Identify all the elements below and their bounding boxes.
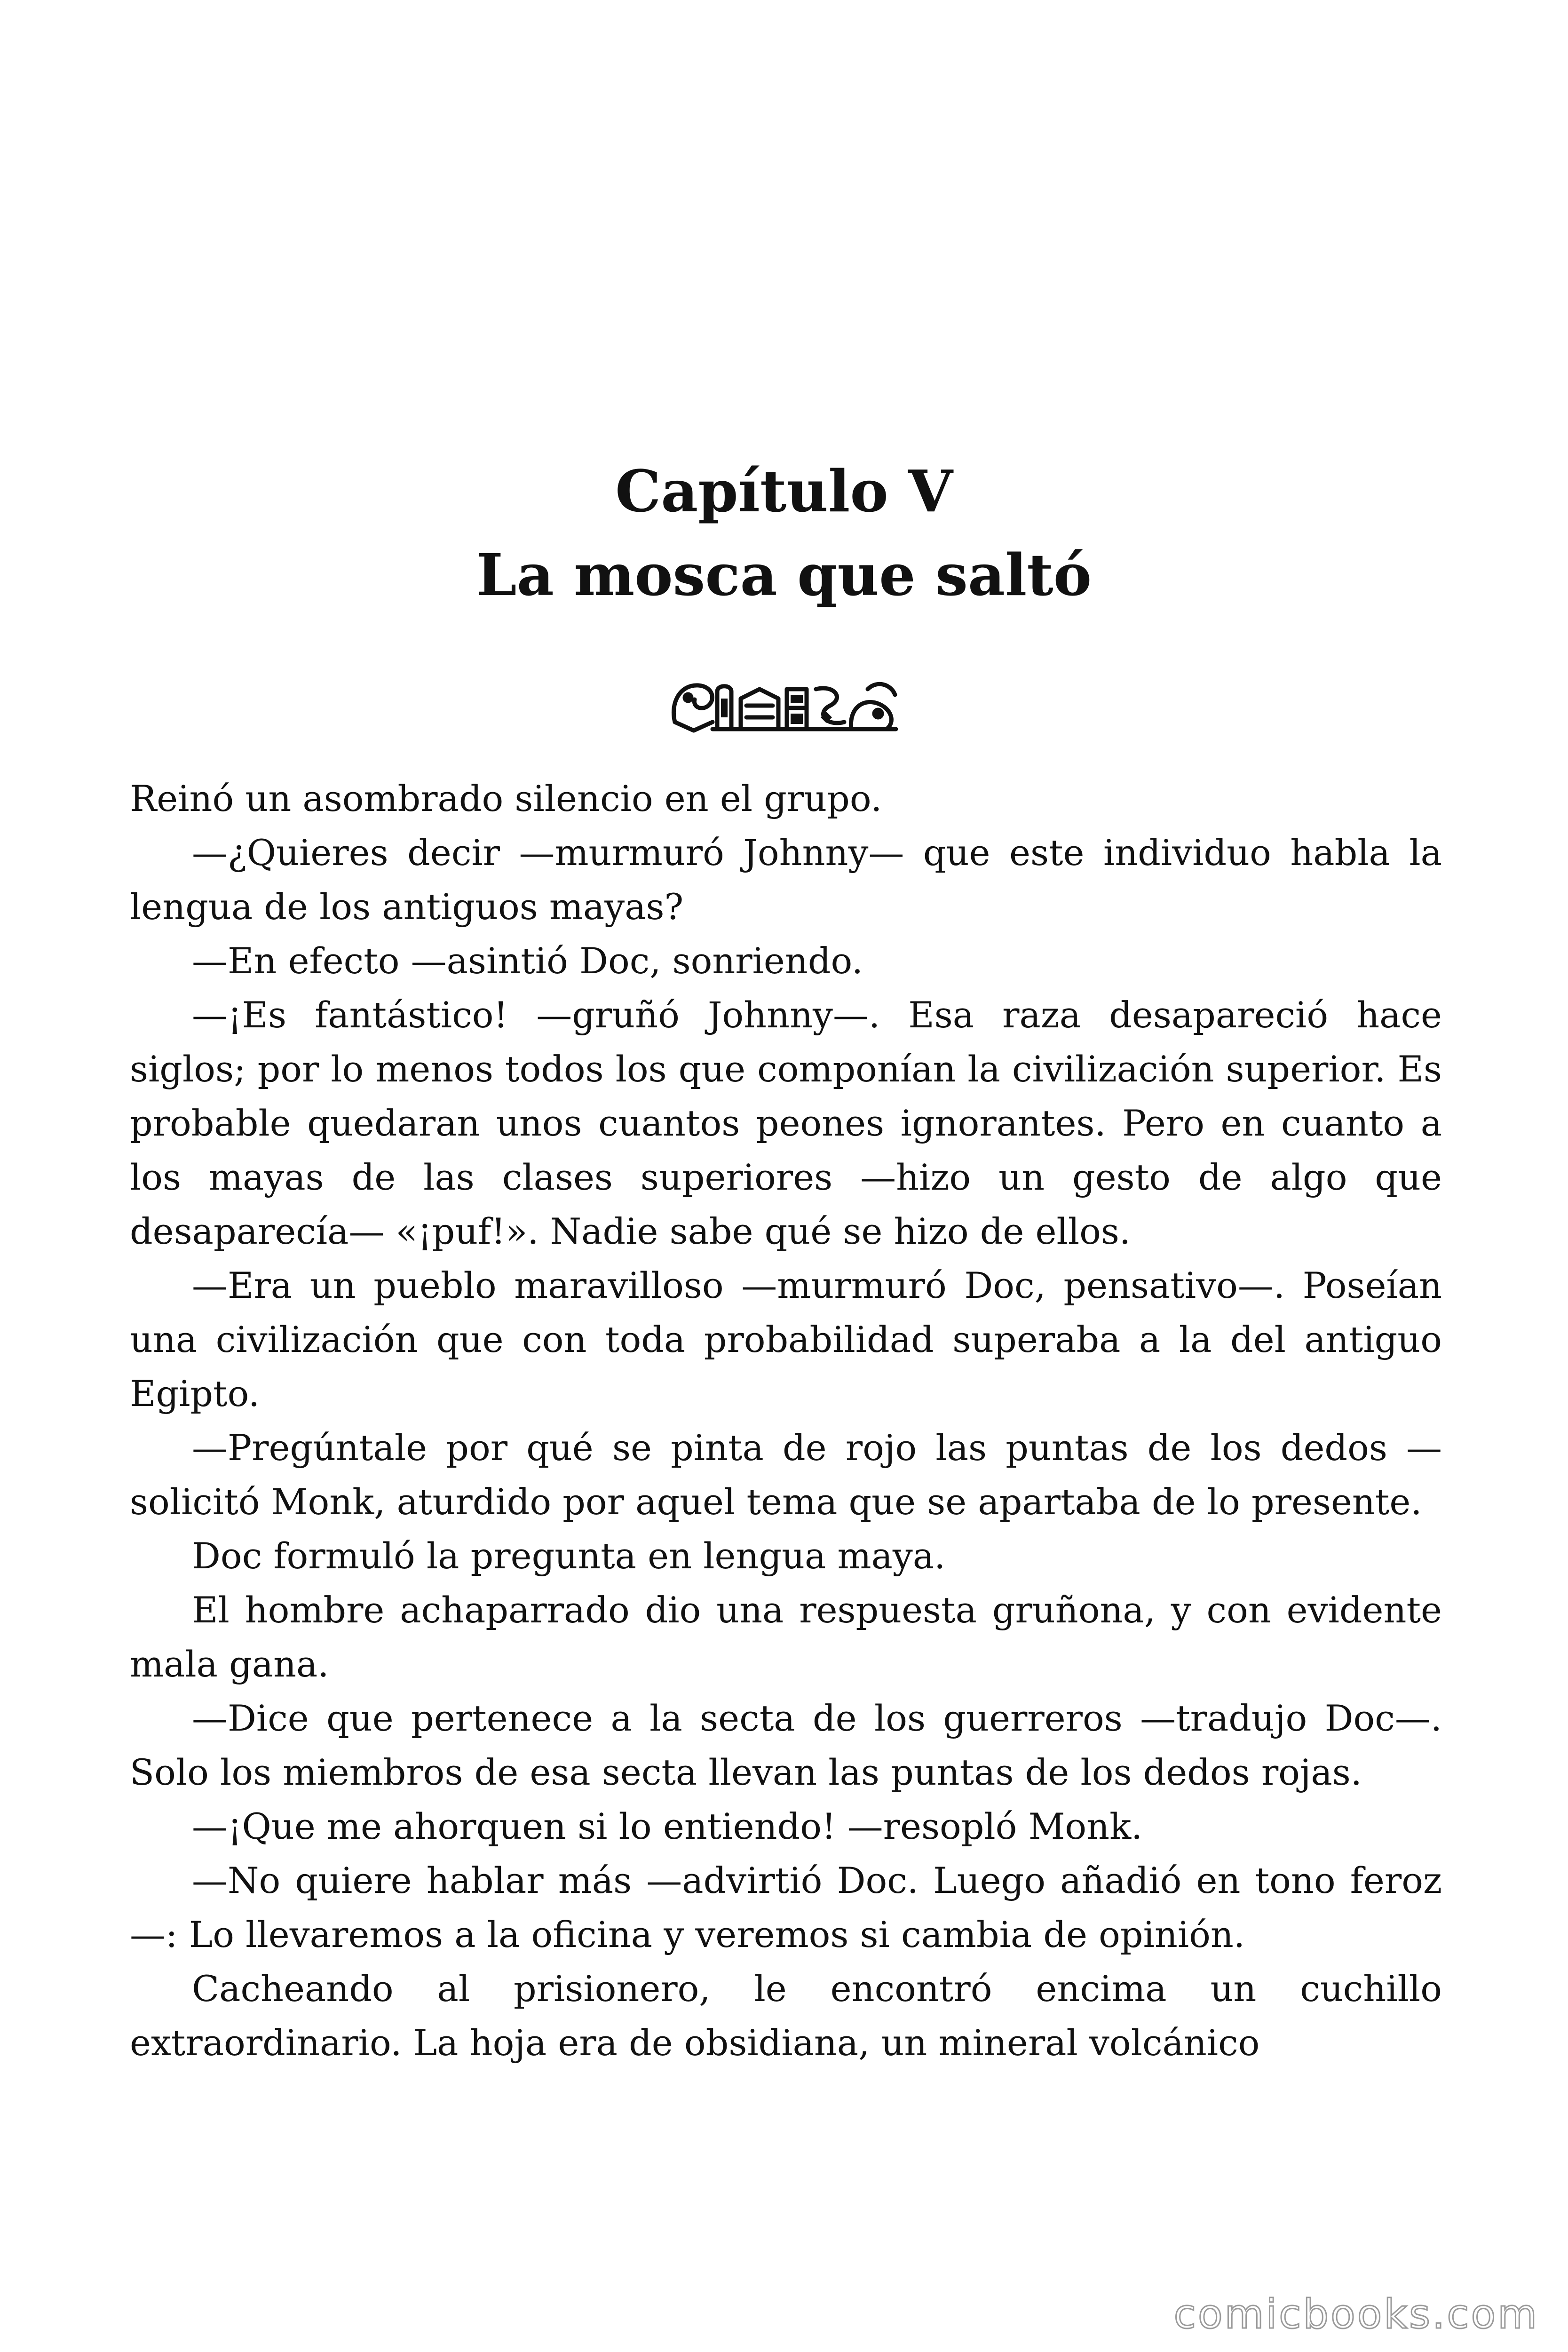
paragraph: Cacheando al prisionero, le encontró encima un cuchillo extraordinario. La hoja era de obsidiana, un mineral volcánico <box>130 1968 1442 2064</box>
chapter-title: La mosca que saltó <box>476 541 1092 609</box>
paragraph: El hombre achaparrado dio una respuesta gruñona, y con evidente mala gana. <box>130 1589 1442 1685</box>
mayan-glyph-ornament-icon <box>665 670 903 741</box>
paragraph: Doc formuló la pregunta en lengua maya. <box>192 1535 946 1577</box>
paragraph: —En efecto —asintió Doc, sonriendo. <box>192 940 863 982</box>
paragraph: —Pregúntale por qué se pinta de rojo las puntas de los dedos —solicitó Monk, aturdido por aquel tema que se apartaba de lo presente. <box>130 1427 1442 1523</box>
paragraph: —¡Que me ahorquen si lo entiendo! —resopló Monk. <box>192 1805 1143 1847</box>
watermark: comicbooks.com <box>1173 2291 1539 2338</box>
body-text <box>130 771 1442 2070</box>
paragraph: —Era un pueblo maravilloso —murmuró Doc, pensativo—. Poseían una civilización que con toda probabilidad superaba a la del antiguo Egipto. <box>130 1264 1442 1414</box>
chapter-heading <box>0 449 1568 617</box>
paragraph: —Dice que pertenece a la secta de los guerreros —tradujo Doc—. Solo los miembros de esa secta llevan las puntas de los dedos rojas. <box>130 1697 1442 1793</box>
paragraph: —No quiere hablar más —advirtió Doc. Luego añadió en tono feroz—: Lo llevaremos a la oficina y veremos si cambia de opinión. <box>130 1859 1442 1955</box>
chapter-number: Capítulo V <box>615 457 953 525</box>
paragraph: —¡Es fantástico! —gruñó Johnny—. Esa raza desapareció hace siglos; por lo menos todos los que componían la civilización superior. Es probable quedaran unos cuantos peones ignorantes. Pero en cuanto a los mayas de las clases superiores —hizo un gesto de algo que desaparecía— «¡puf!». Nadie sabe qué se hizo de ellos. <box>130 994 1442 1252</box>
paragraph: Reinó un asombrado silencio en el grupo. <box>130 778 882 819</box>
paragraph: —¿Quieres decir —murmuró Johnny— que este individuo habla la lengua de los antiguos mayas? <box>130 832 1442 928</box>
